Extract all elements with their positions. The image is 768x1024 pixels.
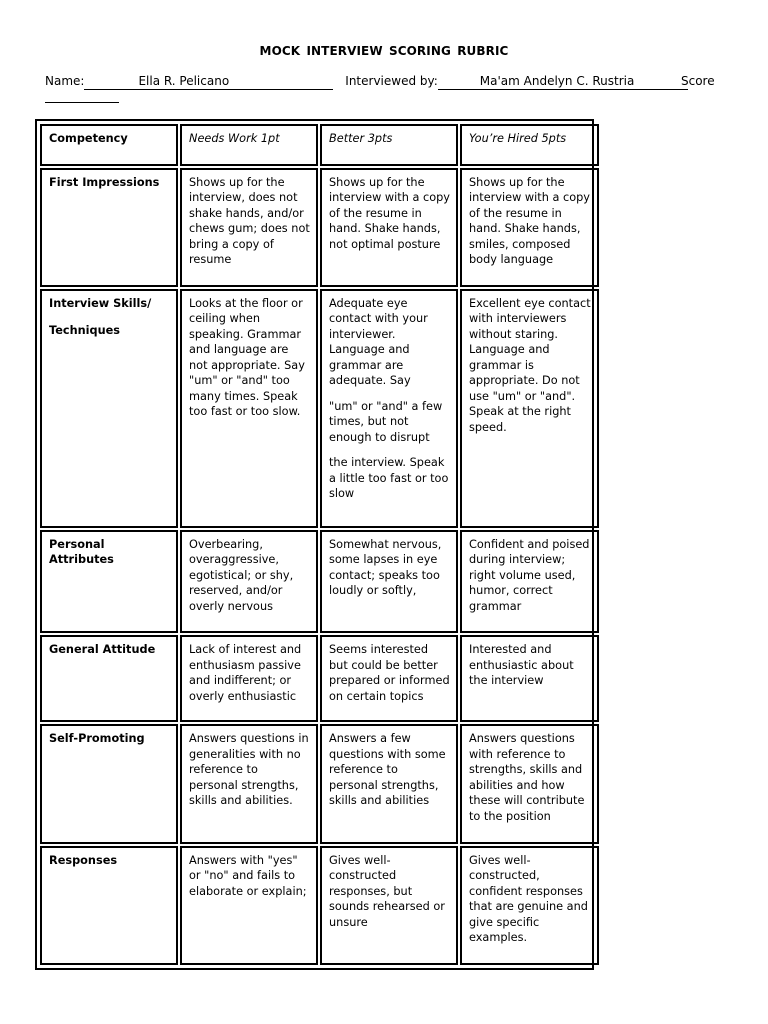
table-row bbox=[40, 635, 599, 722]
table-row bbox=[40, 168, 599, 287]
score-field bbox=[45, 91, 119, 103]
name-value: Ella R. Pelicano bbox=[138, 74, 230, 88]
better-cell: Gives well-constructed responses, but sounds rehearsed or unsure bbox=[320, 846, 458, 965]
interviewed-by-field bbox=[438, 74, 688, 90]
header-needs-work: Needs Work 1pt bbox=[180, 124, 318, 166]
hired-cell: Answers questions with reference to strengths, skills and abilities and how these will contribute to the position bbox=[460, 724, 599, 843]
better-paragraph: Adequate eye contact with your interviewer. Language and grammar are adequate. Say bbox=[329, 296, 428, 388]
table-row bbox=[40, 724, 599, 843]
header-competency: Competency bbox=[40, 124, 178, 166]
hired-cell: Shows up for the interview with a copy of the resume in hand. Shake hands, smiles, composed body language bbox=[460, 168, 599, 287]
header-better: Better 3pts bbox=[320, 124, 458, 166]
competency-line: Techniques bbox=[49, 324, 121, 338]
rubric-table bbox=[38, 122, 601, 967]
hired-cell: Interested and enthusiastic about the interview bbox=[460, 635, 599, 722]
competency-cell: Personal Attributes bbox=[40, 530, 178, 633]
competency-cell bbox=[40, 289, 178, 528]
better-paragraph: the interview. Speak a little too fast or too slow bbox=[329, 456, 449, 501]
competency-line: Interview Skills/ bbox=[49, 296, 152, 310]
better-cell bbox=[320, 289, 458, 528]
name-field bbox=[84, 74, 333, 90]
hired-cell: Excellent eye contact with interviewers without staring. Language and grammar is appropriate. Do not use "um" or "and". Speak at the right speed. bbox=[460, 289, 599, 528]
needs-work-cell: Lack of interest and enthusiasm passive and indifferent; or overly enthusiastic bbox=[180, 635, 318, 722]
better-cell: Answers a few questions with some reference to personal strengths, skills and abilities bbox=[320, 724, 458, 843]
better-cell: Somewhat nervous, some lapses in eye contact; speaks too loudly or softly, bbox=[320, 530, 458, 633]
competency-cell: Responses bbox=[40, 846, 178, 965]
competency-cell: First Impressions bbox=[40, 168, 178, 287]
document-title: MOCK INTERVIEW SCORING RUBRIC bbox=[259, 44, 509, 58]
needs-work-cell: Overbearing, overaggressive, egotistical; or shy, reserved, and/or overly nervous bbox=[180, 530, 318, 633]
better-cell: Seems interested but could be better prepared or informed on certain topics bbox=[320, 635, 458, 722]
interviewed-by-value: Ma'am Andelyn C. Rustria bbox=[479, 74, 635, 88]
header-fields bbox=[45, 74, 735, 90]
hired-cell: Confident and poised during interview; right volume used, humor, correct grammar bbox=[460, 530, 599, 633]
table-row bbox=[40, 846, 599, 965]
better-paragraph: "um" or "and" a few times, but not enough to disrupt bbox=[329, 399, 443, 444]
needs-work-cell: Answers with "yes" or "no" and fails to elaborate or explain; bbox=[180, 846, 318, 965]
table-row bbox=[40, 530, 599, 633]
header-hired: You’re Hired 5pts bbox=[460, 124, 599, 166]
score-label: Score bbox=[681, 74, 715, 88]
better-cell: Shows up for the interview with a copy of the resume in hand. Shake hands, not optimal posture bbox=[320, 168, 458, 287]
rubric-table-frame bbox=[35, 119, 594, 970]
needs-work-cell: Looks at the floor or ceiling when speaking. Grammar and language are not appropriate. Say "um" or "and" too many times. Speak too fast or too slow. bbox=[180, 289, 318, 528]
header-row bbox=[40, 124, 599, 166]
competency-cell: Self-Promoting bbox=[40, 724, 178, 843]
table-row bbox=[40, 289, 599, 528]
interviewed-by-label: Interviewed by: bbox=[345, 74, 438, 88]
hired-cell: Gives well-constructed, confident responses that are genuine and give specific examples. bbox=[460, 846, 599, 965]
needs-work-cell: Answers questions in generalities with no reference to personal strengths, skills and abilities. bbox=[180, 724, 318, 843]
needs-work-cell: Shows up for the interview, does not shake hands, and/or chews gum; does not bring a copy of resume bbox=[180, 168, 318, 287]
name-label: Name: bbox=[45, 74, 85, 88]
competency-cell: General Attitude bbox=[40, 635, 178, 722]
